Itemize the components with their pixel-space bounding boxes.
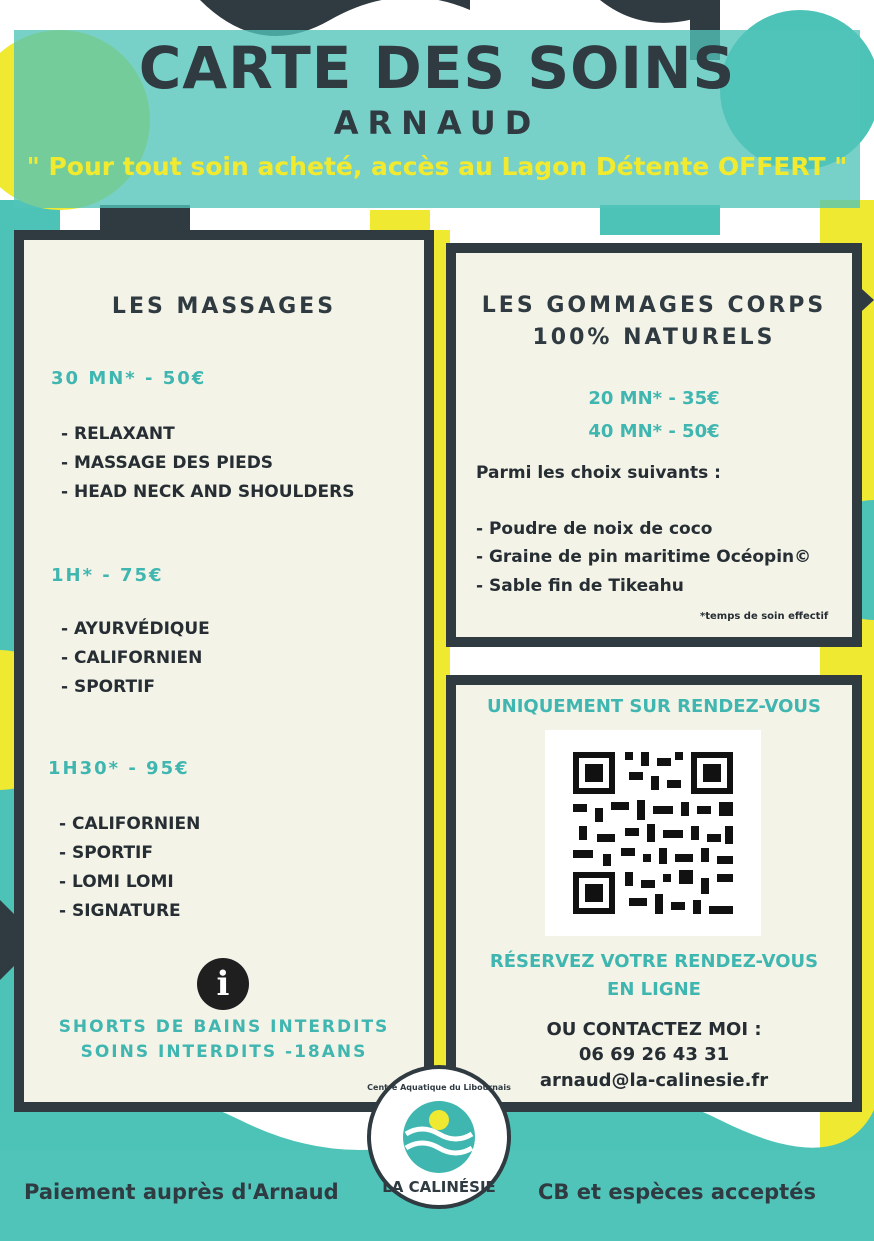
gommage-item: - Sable fin de Tikeahu [476, 576, 684, 596]
massage-item: - SPORTIF [59, 843, 153, 863]
qr-code[interactable] [545, 730, 761, 936]
reserve-online-line1: RÉSERVEZ VOTRE RENDEZ-VOUS [489, 951, 819, 972]
gommage-price-20: 20 MN* - 35€ [588, 388, 720, 409]
svg-text:Centre Aquatique du Libournais: Centre Aquatique du Libournais [367, 1083, 511, 1092]
massage-item: - CALIFORNIEN [59, 814, 201, 834]
massage-item: - HEAD NECK AND SHOULDERS [61, 482, 355, 502]
la-calinesie-logo [366, 1064, 512, 1210]
gommage-item: - Poudre de noix de coco [476, 519, 713, 539]
massage-price-1h30: 1H30* - 95€ [48, 758, 190, 779]
page-subtitle: ARNAUD [333, 104, 541, 142]
massage-item: - SPORTIF [61, 677, 155, 697]
gommage-item: - Graine de pin maritime Océopin© [476, 547, 812, 567]
massage-price-30: 30 MN* - 50€ [51, 368, 207, 389]
info-icon: i [197, 958, 249, 1010]
email-address[interactable]: arnaud@la-calinesie.fr [539, 1070, 769, 1091]
gommages-heading-line1: LES GOMMAGES CORPS [481, 293, 827, 318]
warning-age: SOINS INTERDITS -18ANS [80, 1042, 368, 1062]
svg-text:LA CALINÉSIE: LA CALINÉSIE [382, 1178, 496, 1196]
massage-item: - LOMI LOMI [59, 872, 174, 892]
tagline: " Pour tout soin acheté, accès au Lagon Détente OFFERT " [26, 152, 848, 181]
reserve-online-line2: EN LIGNE [607, 979, 701, 1000]
massage-item: - RELAXANT [61, 424, 175, 444]
massage-item: - SIGNATURE [59, 901, 181, 921]
payment-methods: CB et espèces acceptés [538, 1180, 816, 1204]
gommage-price-40: 40 MN* - 50€ [588, 421, 720, 442]
warning-shorts: SHORTS DE BAINS INTERDITS [58, 1017, 390, 1037]
payment-note: Paiement auprès d'Arnaud [24, 1180, 339, 1204]
massages-heading: LES MASSAGES [111, 294, 337, 319]
massage-item: - AYURVÉDIQUE [61, 619, 210, 639]
gommages-intro: Parmi les choix suivants : [476, 463, 721, 483]
massage-price-1h: 1H* - 75€ [51, 565, 164, 586]
phone-number[interactable]: 06 69 26 43 31 [578, 1044, 730, 1065]
footnote: *temps de soin effectif [700, 611, 829, 622]
contact-line: OU CONTACTEZ MOI : [546, 1019, 762, 1040]
massage-item: - CALIFORNIEN [61, 648, 203, 668]
gommages-heading-line2: 100% NATURELS [532, 325, 776, 350]
massage-item: - MASSAGE DES PIEDS [61, 453, 274, 473]
page-title: CARTE DES SOINS [138, 34, 736, 102]
appointment-only: UNIQUEMENT SUR RENDEZ-VOUS [487, 696, 821, 717]
